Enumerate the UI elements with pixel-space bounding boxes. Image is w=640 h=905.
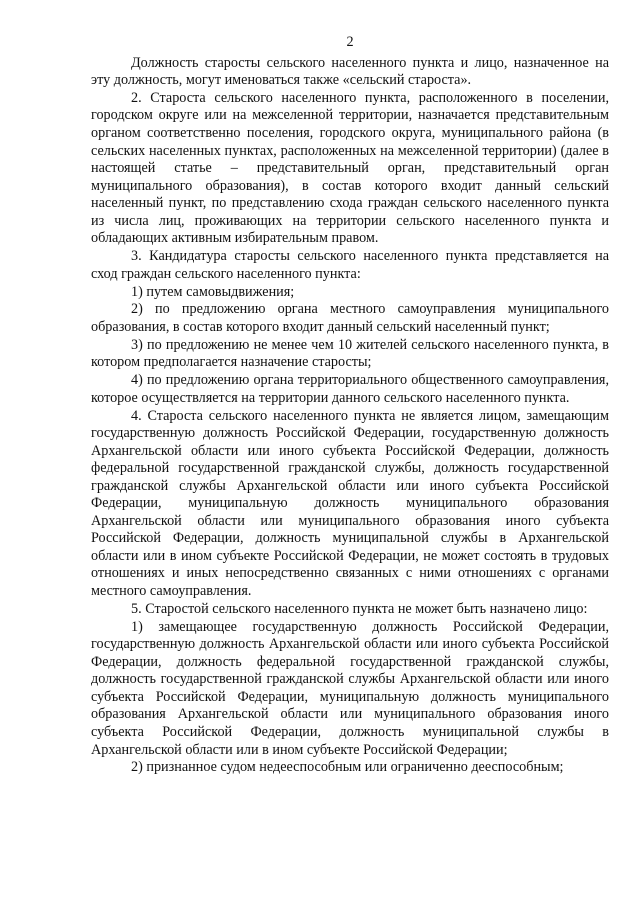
paragraph-2-appointment: 2. Староста сельского населенного пункта, расположенного в поселении, городском округе или на межселенной территории, назначается представительным органом соответственно поселения, городского округа, муниципального района (в сельских населенных пунктах, расположенных на межселенной территории) (далее в настоящей статье – представительный орган, представительный орган муниципального образования), в состав которого входит данный сельский населенный пункт, по представлению схода граждан сельского населенного пункта из числа лиц, проживающих на территории сельского населенного пункта и обладающих активным избирательным правом.: [91, 89, 609, 247]
list-item-public-self-government: 4) по предложению органа территориального общественного самоуправления, которое осуществляется на территории данного сельского населенного пункта.: [91, 372, 609, 406]
list-item-residents: 3) по предложению не менее чем 10 жителей сельского населенного пункта, в котором предполагается назначение старосты;: [91, 336, 609, 371]
paragraph-5-restrictions: 5. Старостой сельского населенного пункта не может быть назначено лицо:: [131, 600, 588, 617]
paragraph-4-status: 4. Староста сельского населенного пункта не является лицом, замещающим государственную должность Российской Федерации, государственную должность Архангельской области или иного субъекта Российской Федерации, должность федеральной государственной гражданской службы, должность государственной гражданской службы Архангельской области или иного субъекта Российской Федерации, муниципальную должность муниципального образования Архангельской области или муниципального образования иного субъекта Российской Федерации, должность муниципальной службы в Архангельской области или в ином субъекте Российской Федерации, не может состоять в трудовых отношениях и иных непосредственно связанных с ними отношениях с органами местного самоуправления.: [91, 407, 609, 600]
paragraph-3-candidacy: 3. Кандидатура старосты сельского населенного пункта представляется на сход граждан сельского населенного пункта:: [91, 248, 609, 282]
paragraph-title-alias: Должность старосты сельского населенного пункта и лицо, назначенное на эту должность, могут именоваться также «сельский староста».: [91, 54, 609, 89]
list-item-self-nomination: 1) путем самовыдвижения;: [131, 283, 295, 300]
list-item-state-position: 1) замещающее государственную должность Российской Федерации, государственную должность Архангельской области или иного субъекта Российской Федерации, должность федеральной государственной гражданской службы, должность государственной гражданской службы Архангельской области или иного субъекта Российской Федерации, муниципальную должность муниципального образования Архангельской области или муниципального образования иного субъекта Российской Федерации, должность муниципальной службы в Архангельской области или в ином субъекте Российской Федерации;: [91, 618, 609, 758]
list-item-local-government: 2) по предложению органа местного самоуправления муниципального образования, в состав которого входит данный сельский населенный пункт;: [91, 301, 609, 335]
document-page: [91, 34, 609, 777]
page-number: 2: [346, 34, 354, 50]
list-item-incapacity: 2) признанное судом недееспособным или ограниченно дееспособным;: [131, 759, 564, 776]
